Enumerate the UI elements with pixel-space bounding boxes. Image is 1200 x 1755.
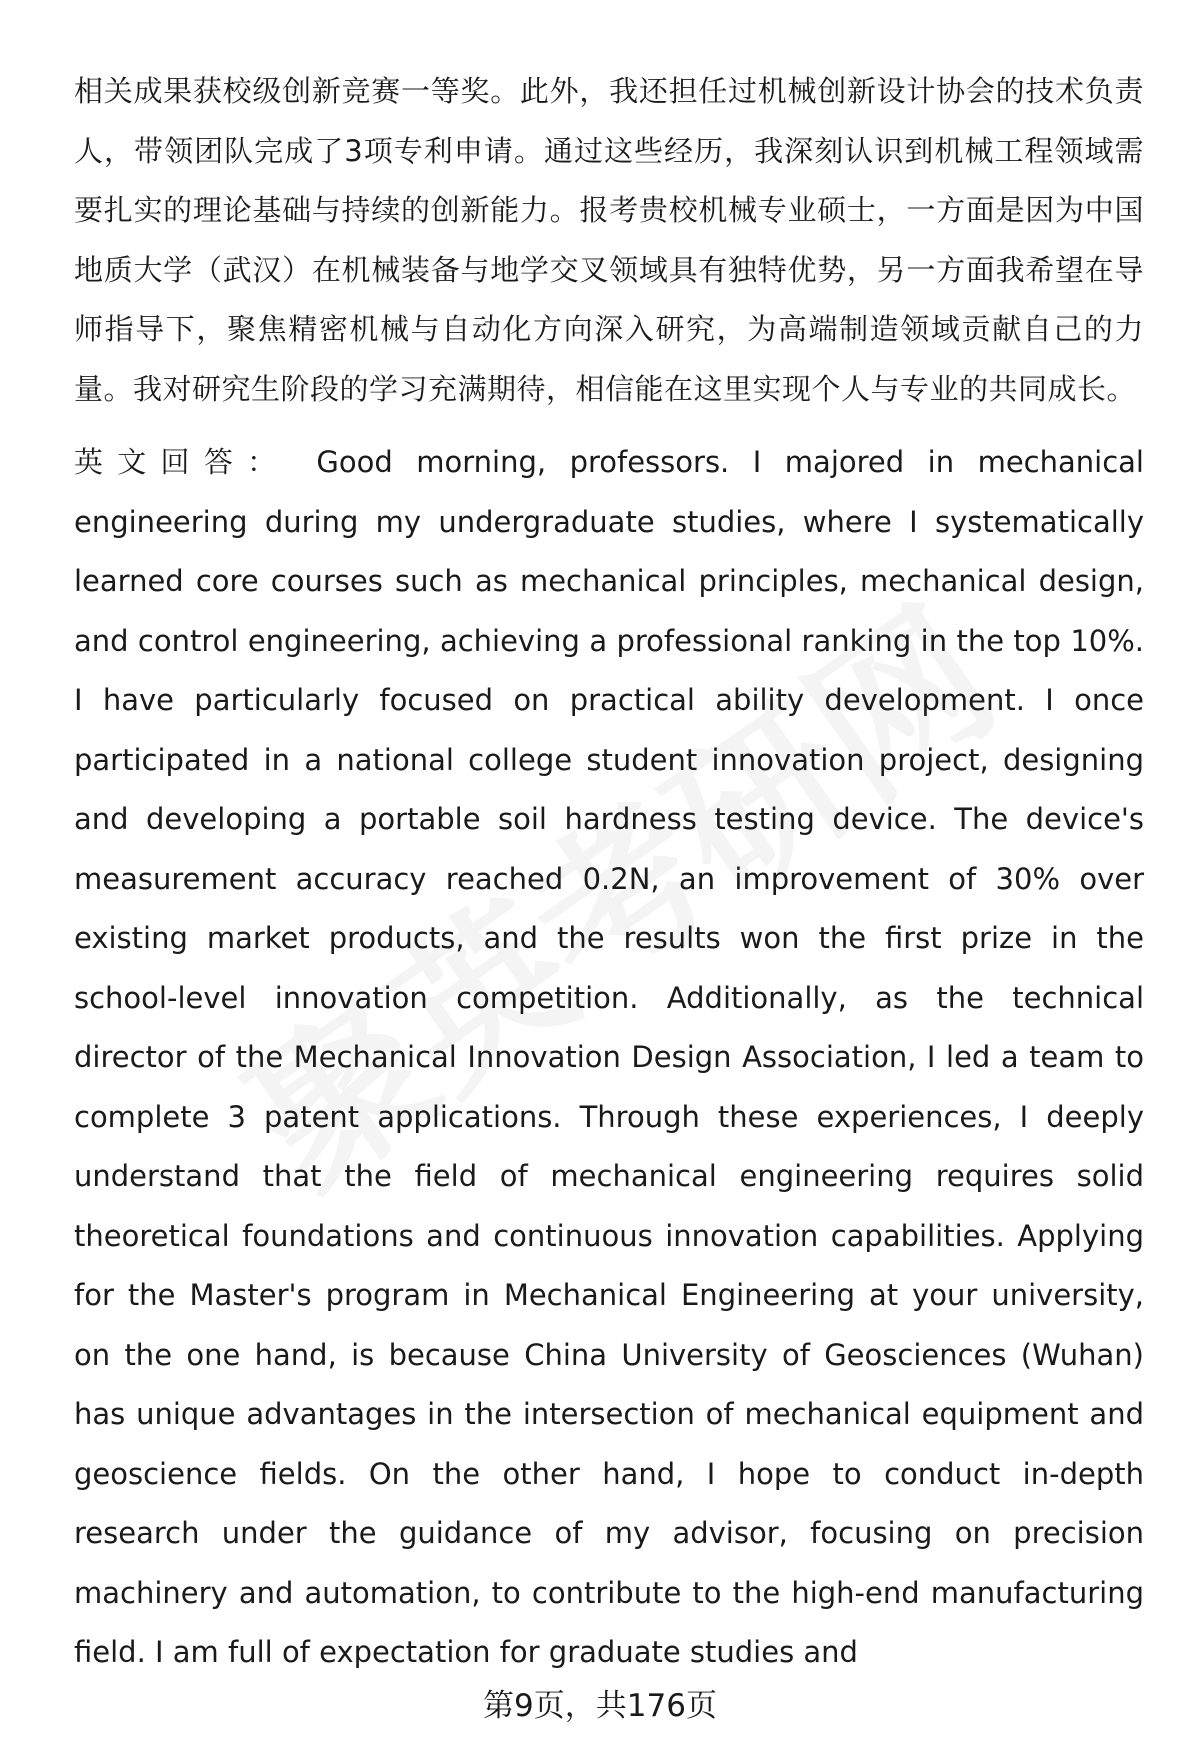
english-answer-paragraph [74,433,1144,1683]
english-answer-label: 英文回答： [74,445,291,479]
english-answer-text: Good morning, professors. I majored in mechanical engineering during my undergraduate studies, where I systematically learned core courses such as mechanical principles, mechanical design, and control engineering, achieving a professional ranking in the top 10%. I have particularly focused on practical ability development. I once participated in a national college student innovation project, designing and developing a portable soil hardness testing device. The device's measurement accuracy reached 0.2N, an improvement of 30% over existing market products, and the results won the first prize in the school-level innovation competition. Additionally, as the technical director of the Mechanical Innovation Design Association, I led a team to complete 3 patent applications. Through these experiences, I deeply understand that the field of mechanical engineering requires solid theoretical foundations and continuous innovation capabilities. Applying for the Master's program in Mechanical Engineering at your university, on the one hand, is because China University of Geosciences (Wuhan) has unique advantages in the intersection of mechanical equipment and geoscience fields. On the other hand, I hope to conduct in-depth research under the guidance of my advisor, focusing on precision machinery and automation, to contribute to the high-end manufacturing field. I am full of expectation for graduate studies and [74,445,1144,1669]
page-number-footer: 第9页，共176页 [483,1688,717,1724]
document-body [74,62,1144,1683]
chinese-answer-paragraph: 相关成果获校级创新竞赛一等奖。此外，我还担任过机械创新设计协会的技术负责人，带领团队完成了3项专利申请。通过这些经历，我深刻认识到机械工程领域需要扎实的理论基础与持续的创新能力。报考贵校机械专业硕士，一方面是因为中国地质大学（武汉）在机械装备与地学交叉领域具有独特优势，另一方面我希望在导师指导下，聚焦精密机械与自动化方向深入研究，为高端制造领域贡献自己的力量。我对研究生阶段的学习充满期待，相信能在这里实现个人与专业的共同成长。 [74,74,1144,406]
